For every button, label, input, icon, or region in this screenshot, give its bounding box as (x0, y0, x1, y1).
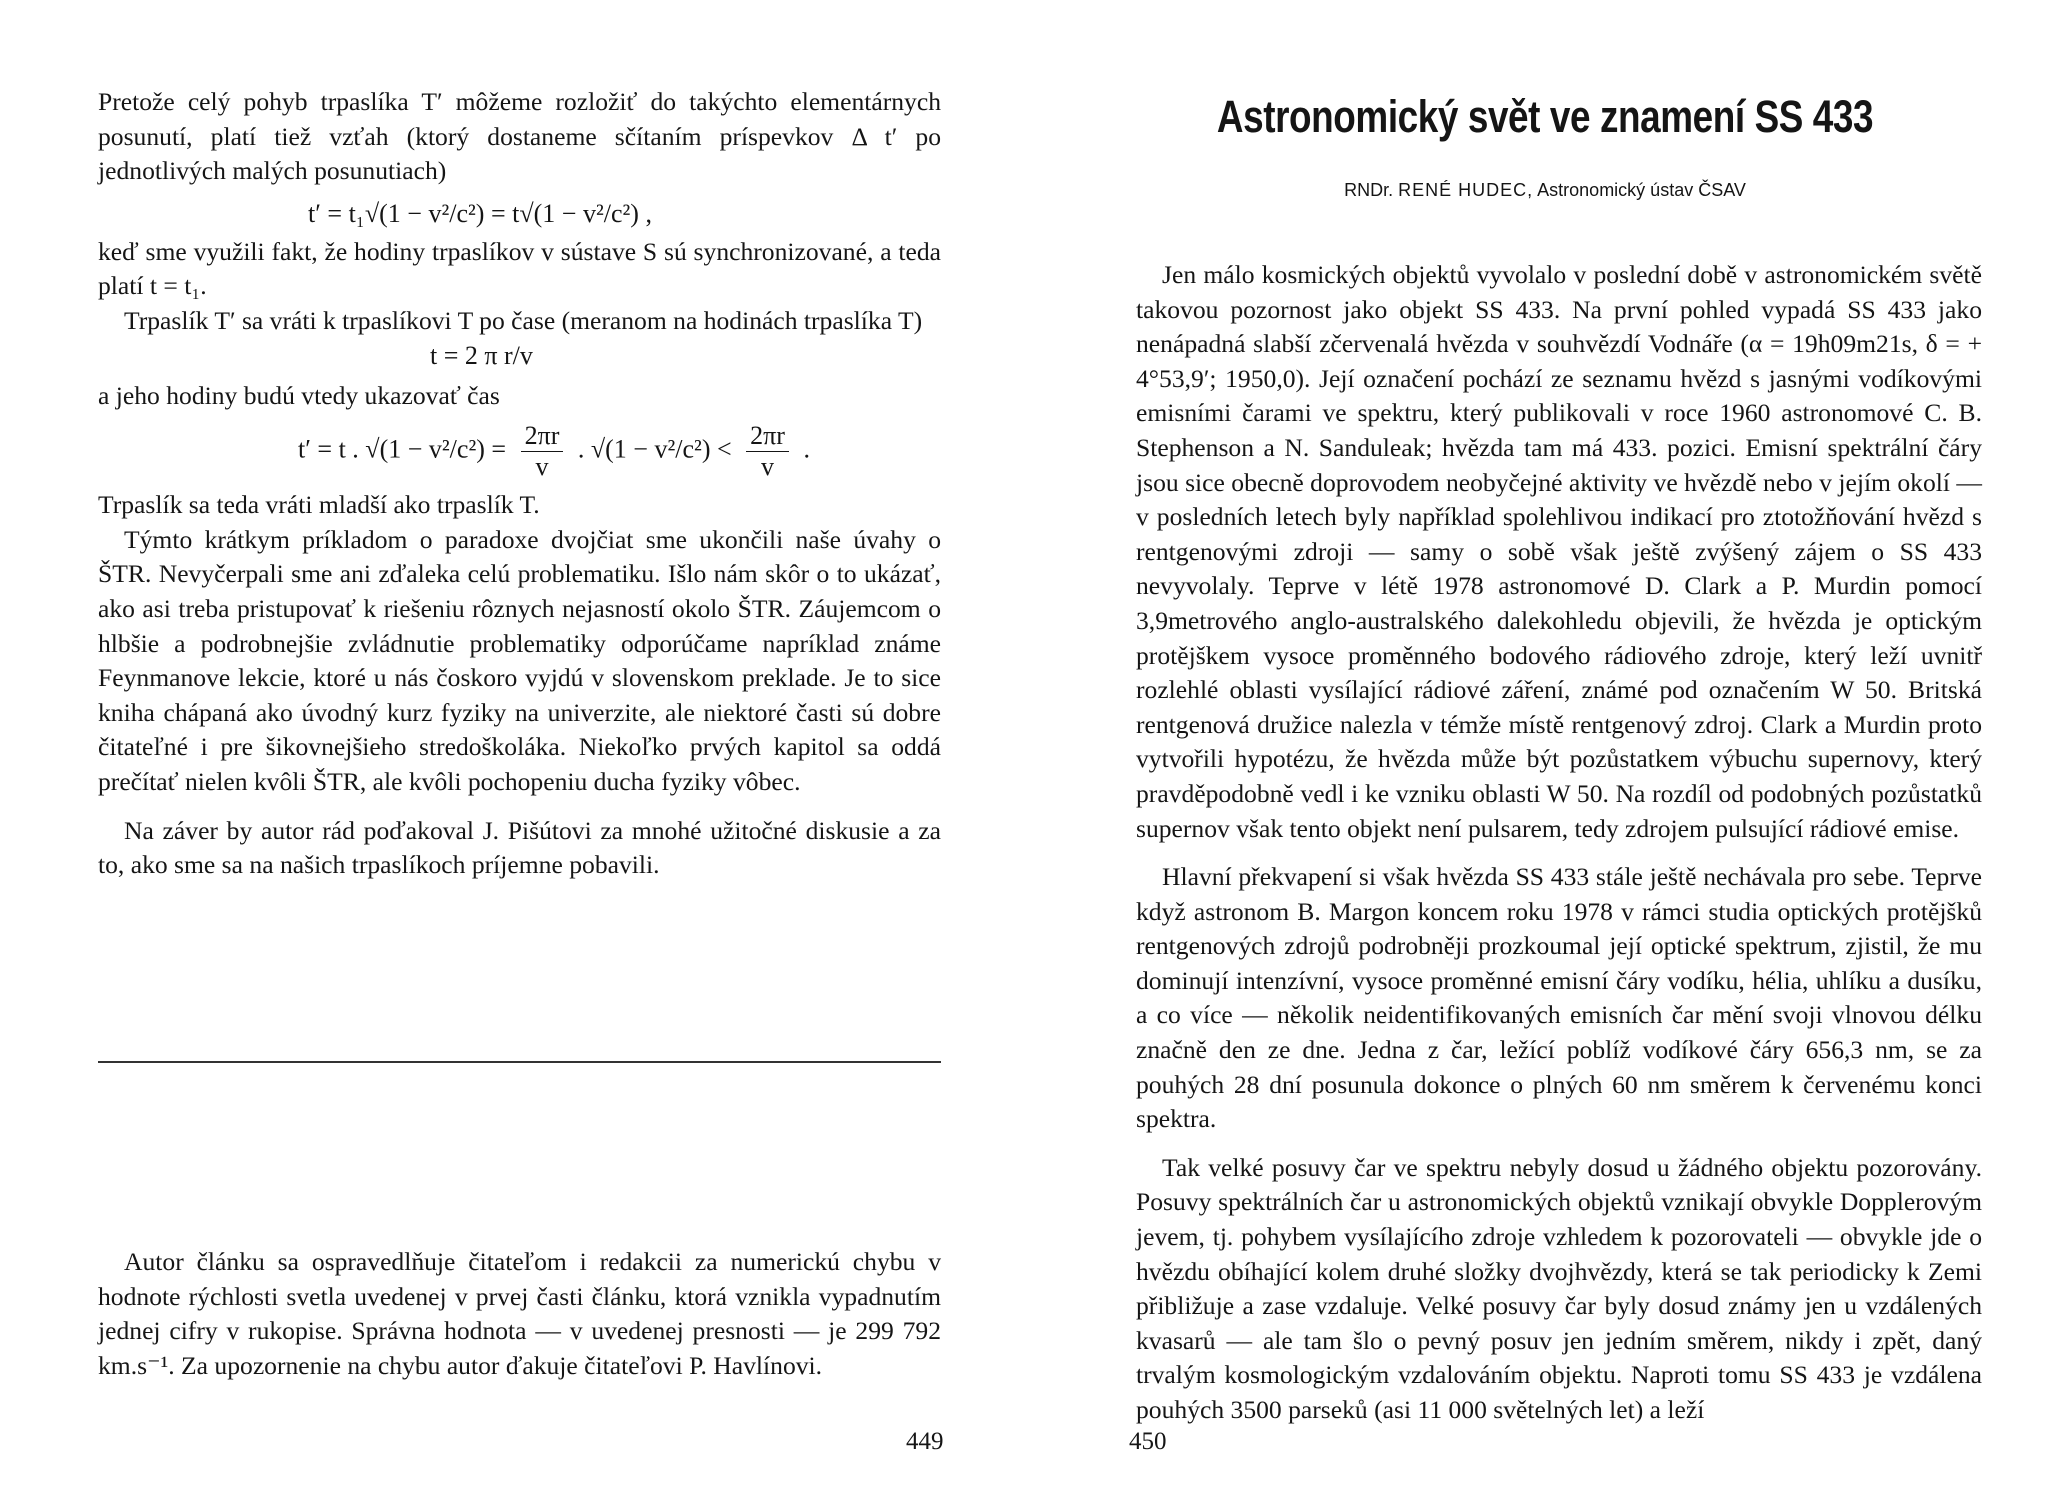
erratum-note (98, 1245, 941, 1383)
paragraph: Hlavní překvapení si však hvězda SS 433 stále ještě nechávala pro sebe. Teprve když astronom B. Margon koncem roku 1978 v rámci studia optických protějšků rentgenových zdrojů podrobněji prozkoumal její optické spektrum, zjistil, že mu dominují intenzívní, vysoce proměnné emisní čáry vodíku, hélia, uhlíku a dusíku, a co více — několik neidentifikovaných emisních čar mění svoji vlnovou délku značně den ze dne. Jedna z čar, ležící poblíž vodíkové čáry 656,3 nm, se za pouhých 28 dní posunula dokonce o plných 60 nm směrem k červenému konci spektra. (1136, 862, 1982, 1134)
equation-return-time: t = 2 π r/v (430, 340, 533, 370)
paragraph: Týmto krátkym príkladom o paradoxe dvojčiat sme ukončili naše úvahy o ŠTR. Nevyčerpali sme ani zďaleka celú problematiku. Išlo nám skôr o to ukázať, ako asi treba pristupovať k riešeniu rôznych nejasností okolo ŠTR. Záujemcom o hlbšie a podrobnejšie zvládnutie problematiky odporúčame napríklad známe Feynmanove lekcie, ktoré u nás čoskoro vyjdú v slovenskom preklade. Je to sice kniha chápaná ako úvodný kurz fyziky na univerzite, ale niektoré časti sú dobre čitateľné i pre šikovnejšieho stredoškoláka. Niekoľko prvých kapitol sa oddá prečítať nielen kvôli ŠTR, ale kvôli pochopeniu ducha fyziky vôbec. (98, 524, 941, 796)
fraction: $\frac{2\pi r}{v}$ (521, 421, 564, 482)
equation-proper-time: t′ = t₁√(1 − v²/c²) = t√(1 − v²/c²) , (308, 198, 652, 228)
paragraph: Jen málo kosmických objektů vyvolalo v poslední době v astronomickém světě takovou pozornost jako objekt SS 433. Na první pohled vypadá SS 433 jako nenápadná slabší zčervenalá hvězda v souhvězdí Vodnáře (α = 19h09m21s, δ = + 4°53,9′; 1950,0). Její označení pochází ze seznamu hvězd s jasnými vodíkovými emisními čarami ve spektru, který publikovali v roce 1960 astronomové C. B. Stephenson a N. Sanduleak; hvězda tam má 433. pozici. Emisní spektrální čáry jsou sice obecně doprovodem neobyčejné aktivity ve hvězdě nebo v jejím okolí — v posledních letech byly například spolehlivou indikací pro ztotožňování hvězd s rentgenovými zdroji — samy o sobě však ještě zvýšený zájem o SS 433 nevyvolaly. Teprve v létě 1978 astronomové D. Clark a P. Murdin pomocí 3,9metrového anglo-australského dalekohledu objevili, že hvězda je optickým protějškem vysoce proměnného bodového rádiového zdroje, který leží uvnitř rozlehlé oblasti vysílající rádiové záření, známé pod označením W 50. Britská rentgenová družice nalezla v témže místě rentgenový zdroj. Clark a Murdin proto vytvořili hypotézu, že hvězda může být pozůstatkem výbuchu supernovy, který pravděpodobně vedl i ke vzniku oblasti W 50. Na rozdíl od podobných pozůstatků supernov však tento objekt není pulsarem, tedy zdrojem pulsující rádiové emise. (1136, 260, 1982, 843)
page-number: 449 (906, 1428, 944, 1455)
paragraph: Trpaslík sa teda vráti mladší ako trpaslík T. (98, 490, 540, 520)
right-text-column (1136, 258, 1982, 1428)
byline-prefix: RNDr. (1344, 180, 1394, 200)
paragraph: Trpaslík T′ sa vráti k trpaslíkovi T po čase (meranom na hodinách trpaslíka T) (124, 305, 923, 335)
article-title: Astronomický svět ve znamení SS 433 (1216, 91, 1874, 142)
author-affiliation: Astronomický ústav ČSAV (1537, 180, 1746, 200)
right-page (1030, 0, 2060, 1500)
equation-clock-reading: t′ = t . √(1 − v²/c²) = $\frac{2\pi r}{v}$ . √(1 − v²/c²) < $\frac{2\pi r}{v}$ . (298, 421, 810, 482)
paragraph: Tak velké posuvy čar ve spektru nebyly dosud u žádného objektu pozorovány. Posuvy spektrálních čar u astronomických objektů vznikají obvykle Dopplerovým jevem, tj. pohybem vysílajícího zdroje vzhledem k pozorovateli — obvykle jde o hvězdu obíhající kolem druhé složky dvojhvězdy, která se tak periodicky k Zemi přibližuje a zase vzdaluje. Velké posuvy čar byly dosud známy jen u vzdálených kvasarů — ale tam šlo o pevný posuv jen jedním směrem, nikdy i zpět, daný trvalým kosmologickým vzdalováním objektu. Naproti tomu SS 433 je vzdálena pouhých 3500 parseků (asi 11 000 světelných let) a leží (1136, 1152, 1982, 1424)
fraction: $\frac{2\pi r}{v}$ (746, 421, 789, 482)
paragraph: keď sme využili fakt, že hodiny trpaslíkov v sústave S sú synchronizované, a teda platí t = t₁. (98, 236, 941, 301)
page-number: 450 (1129, 1428, 1167, 1455)
paragraph: Na záver by autor rád poďakoval J. Pišútovi za mnohé užitočné diskusie a za to, ako sme sa na našich trpaslíkoch príjemne pobavili. (98, 815, 941, 880)
paragraph: Pretože celý pohyb trpaslíka T′ môžeme rozložiť do takýchto elementárnych posunutí, platí tiež vzťah (ktorý dostaneme sčítaním príspevkov Δ t′ po jednotlivých malých posunutiach) (98, 87, 941, 186)
horizontal-rule (98, 1061, 941, 1063)
left-text-column (98, 85, 941, 883)
paragraph: a jeho hodiny budú vtedy ukazovať čas (98, 380, 500, 410)
erratum-text: Autor článku sa ospravedlňuje čitateľom i redakcii za numerickú chybu v hodnote rýchlosti svetla uvedenej v prvej časti článku, ktorá vznikla vypadnutím jednej cifry v rukopise. Správna hodnota — v uvedenej presnosti — je 299 792 km.s⁻¹. Za upozornenie na chybu autor ďakuje čitateľovi P. Havlínovi. (98, 1247, 941, 1380)
byline (1030, 178, 2060, 202)
author-name: RENÉ HUDEC, (1398, 180, 1534, 200)
